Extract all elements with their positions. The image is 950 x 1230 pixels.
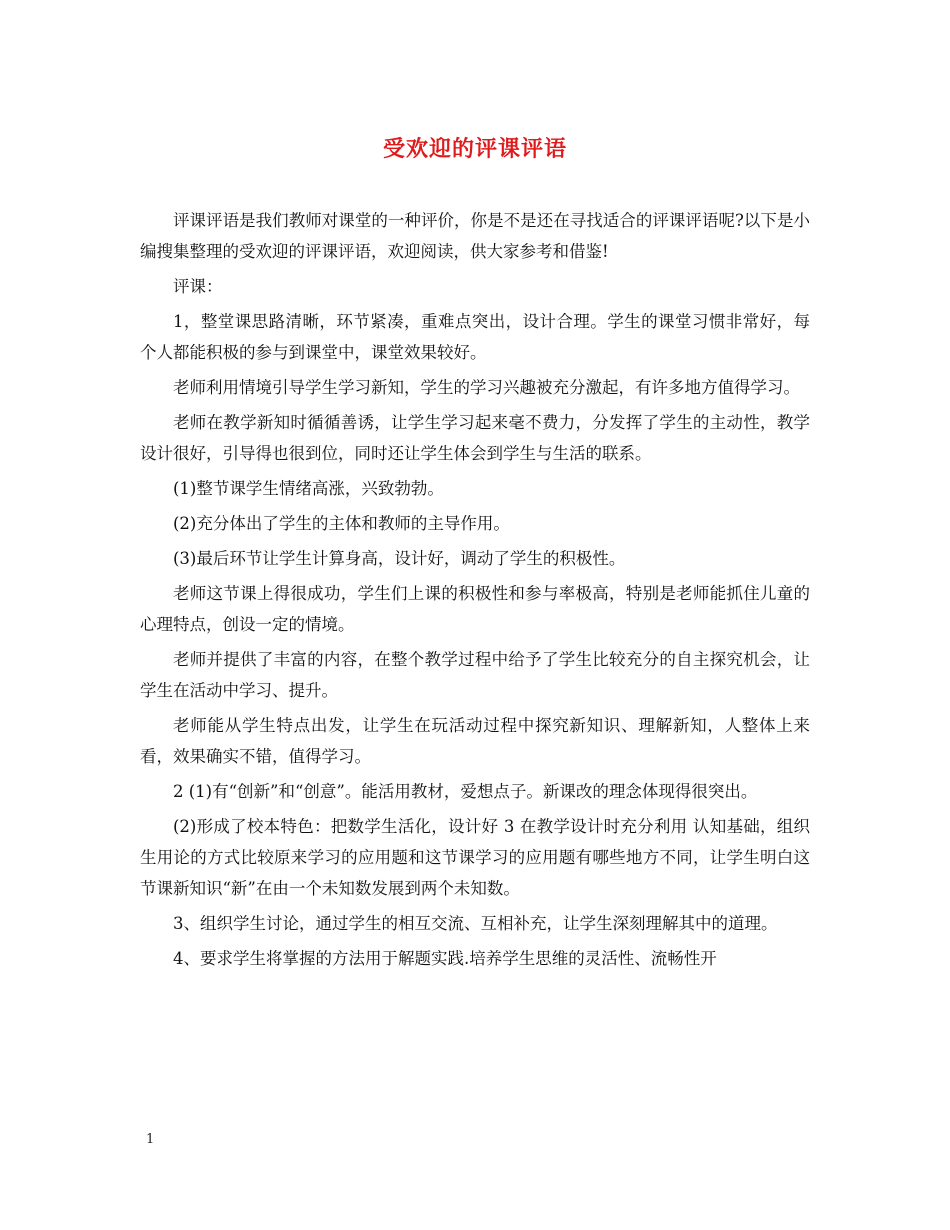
paragraph: (2)充分体出了学生的主体和教师的主导作用。 — [173, 514, 510, 533]
paragraph: 4、要求学生将掌握的方法用于解题实践.培养学生思维的灵活性、流畅性开 — [173, 949, 717, 968]
paragraph: (3)最后环节让学生计算身高，设计好，调动了学生的积极性。 — [173, 549, 626, 568]
document-title: 受欢迎的评课评语 — [382, 136, 567, 162]
paragraph: (1)整节课学生情绪高涨，兴致勃勃。 — [173, 479, 444, 498]
page-number: 1 — [146, 1132, 155, 1147]
paragraph: 老师能从学生特点出发，让学生在玩活动过程中探究新知识、理解新知，人整体上来看，效果确实不错，值得学习。 — [140, 716, 810, 766]
paragraph-heading-review: 评课： — [173, 277, 223, 296]
paragraph: 2 (1)有“创新”和“创意”。能活用教材，爱想点子。新课改的理念体现得很突出。 — [173, 782, 758, 801]
document-body — [140, 205, 810, 978]
paragraph: 老师并提供了丰富的内容，在整个教学过程中给予了学生比较充分的自主探究机会，让学生在活动中学习、提升。 — [140, 650, 810, 700]
paragraph: 1，整堂课思路清晰，环节紧凑，重难点突出，设计合理。学生的课堂习惯非常好，每个人都能积极的参与到课堂中，课堂效果较好。 — [140, 312, 810, 362]
paragraph: 老师这节课上得很成功，学生们上课的积极性和参与率极高，特别是老师能抓住儿童的心理特点，创设一定的情境。 — [140, 584, 810, 634]
paragraph: 老师在教学新知时循循善诱，让学生学习起来毫不费力，分发挥了学生的主动性，教学设计很好，引导得也很到位，同时还让学生体会到学生与生活的联系。 — [140, 413, 810, 463]
paragraph: 老师利用情境引导学生学习新知，学生的学习兴趣被充分激起，有许多地方值得学习。 — [173, 378, 800, 397]
paragraph: (2)形成了校本特色：把数学生活化，设计好 3 在教学设计时充分利用 认知基础，组织生用论的方式比较原来学习的应用题和这节课学习的应用题有哪些地方不同，让学生明白这节课新知识“新”在由一个未知数发展到两个未知数。 — [140, 817, 810, 898]
paragraph: 3、组织学生讨论，通过学生的相互交流、互相补充，让学生深刻理解其中的道理。 — [173, 914, 778, 933]
paragraph-intro: 评课评语是我们教师对课堂的一种评价，你是不是还在寻找适合的评课评语呢?以下是小编搜集整理的受欢迎的评课评语，欢迎阅读，供大家参考和借鉴! — [140, 211, 810, 261]
